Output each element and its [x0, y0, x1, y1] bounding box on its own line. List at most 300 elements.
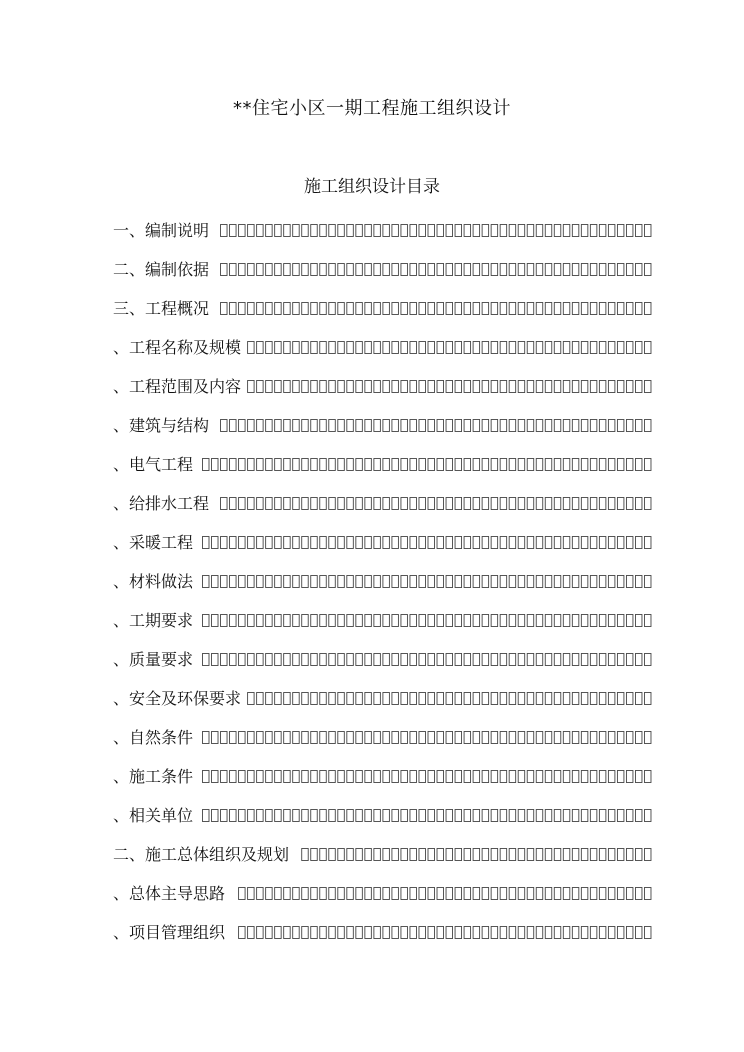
leader-box	[428, 810, 435, 822]
leader-box	[464, 303, 471, 315]
leader-box	[626, 615, 633, 627]
leader-box	[392, 537, 399, 549]
leader-box	[239, 732, 246, 744]
leader-box	[428, 381, 435, 393]
leader-box	[302, 498, 309, 510]
leader-box	[338, 849, 345, 861]
leader-box	[356, 693, 363, 705]
toc-entry[interactable]	[113, 289, 654, 328]
leader-box	[545, 225, 552, 237]
leader-box	[563, 420, 570, 432]
leader-box	[329, 771, 336, 783]
leader-box	[500, 537, 507, 549]
leader-box	[302, 732, 309, 744]
leader-box	[347, 654, 354, 666]
toc-entry[interactable]	[113, 523, 654, 562]
leader-box	[545, 654, 552, 666]
leader-box	[554, 303, 561, 315]
leader-box	[302, 693, 309, 705]
leader-box	[617, 498, 624, 510]
leader-box	[446, 342, 453, 354]
leader-box	[464, 849, 471, 861]
leader-box	[383, 381, 390, 393]
leader-box	[275, 771, 282, 783]
leader-box	[536, 888, 543, 900]
leader-box	[500, 654, 507, 666]
leader-box	[590, 537, 597, 549]
leader-box	[599, 576, 606, 588]
leader-box	[410, 732, 417, 744]
leader-box	[275, 927, 282, 939]
leader-box	[203, 654, 210, 666]
leader-box	[626, 381, 633, 393]
leader-box	[536, 693, 543, 705]
leader-box	[248, 732, 255, 744]
leader-box	[356, 342, 363, 354]
leader-box	[518, 225, 525, 237]
leader-box	[635, 225, 642, 237]
leader-box	[419, 927, 426, 939]
leader-box	[401, 342, 408, 354]
toc-entry[interactable]	[113, 211, 654, 250]
leader-box	[545, 771, 552, 783]
leader-box	[374, 303, 381, 315]
leader-box	[455, 849, 462, 861]
leader-box	[491, 849, 498, 861]
leader-box	[482, 225, 489, 237]
leader-box	[626, 849, 633, 861]
leader-box	[365, 459, 372, 471]
leader-box	[293, 654, 300, 666]
leader-box	[626, 303, 633, 315]
leader-box	[608, 264, 615, 276]
leader-box	[239, 459, 246, 471]
leader-box	[374, 849, 381, 861]
leader-box	[212, 537, 219, 549]
leader-box	[536, 810, 543, 822]
leader-box	[266, 225, 273, 237]
leader-box	[230, 576, 237, 588]
leader-box	[248, 225, 255, 237]
leader-box	[338, 342, 345, 354]
toc-entry[interactable]	[113, 796, 654, 835]
leader-box	[392, 498, 399, 510]
leader-box	[248, 771, 255, 783]
leader-box	[419, 654, 426, 666]
leader-box	[617, 849, 624, 861]
leader-box	[536, 381, 543, 393]
leader-box	[473, 927, 480, 939]
toc-entry[interactable]	[113, 601, 654, 640]
leader-box	[473, 420, 480, 432]
leader-box	[518, 342, 525, 354]
leader-box	[437, 459, 444, 471]
leader-box	[365, 771, 372, 783]
leader-box	[500, 927, 507, 939]
leader-box	[563, 732, 570, 744]
leader-box	[635, 693, 642, 705]
leader-box	[500, 615, 507, 627]
leader-box	[482, 537, 489, 549]
leader-box	[266, 810, 273, 822]
leader-box	[455, 537, 462, 549]
leader-box	[419, 303, 426, 315]
leader-box	[608, 771, 615, 783]
leader-box	[536, 771, 543, 783]
leader-box	[473, 381, 480, 393]
leader-box	[500, 732, 507, 744]
leader-box	[356, 264, 363, 276]
leader-box	[383, 459, 390, 471]
leader-box	[302, 654, 309, 666]
leader-box	[320, 576, 327, 588]
leader-box	[203, 615, 210, 627]
leader-box	[581, 810, 588, 822]
leader-box	[347, 420, 354, 432]
leader-box	[275, 693, 282, 705]
toc-entry[interactable]	[113, 679, 654, 718]
leader-box	[518, 498, 525, 510]
leader-box	[230, 225, 237, 237]
leader-box	[500, 459, 507, 471]
leader-box	[356, 927, 363, 939]
leader-box	[329, 732, 336, 744]
leader-box	[419, 693, 426, 705]
leader-box	[356, 225, 363, 237]
leader-box	[365, 927, 372, 939]
leader-box	[329, 459, 336, 471]
leader-box	[320, 381, 327, 393]
toc-entry[interactable]	[113, 913, 654, 952]
leader-box	[626, 888, 633, 900]
leader-box	[392, 303, 399, 315]
leader-box	[293, 498, 300, 510]
leader-box	[302, 537, 309, 549]
leader-box	[419, 264, 426, 276]
toc-entry[interactable]	[113, 250, 654, 289]
leader-box	[527, 498, 534, 510]
leader-box	[554, 342, 561, 354]
leader-box	[554, 771, 561, 783]
leader-box	[509, 303, 516, 315]
leader-box	[491, 342, 498, 354]
leader-box	[482, 654, 489, 666]
leader-box	[536, 303, 543, 315]
leader-box	[599, 654, 606, 666]
leader-box	[383, 225, 390, 237]
leader-box	[311, 654, 318, 666]
leader-box	[257, 381, 264, 393]
toc-dot-leader	[244, 341, 654, 354]
leader-box	[572, 654, 579, 666]
leader-box	[509, 927, 516, 939]
leader-box	[482, 459, 489, 471]
toc-entry[interactable]	[113, 328, 654, 367]
leader-box	[374, 537, 381, 549]
leader-box	[554, 381, 561, 393]
leader-box	[320, 342, 327, 354]
leader-box	[374, 420, 381, 432]
leader-box	[248, 654, 255, 666]
leader-box	[410, 459, 417, 471]
leader-box	[383, 810, 390, 822]
leader-box	[608, 615, 615, 627]
leader-box	[491, 303, 498, 315]
leader-box	[545, 342, 552, 354]
leader-box	[401, 225, 408, 237]
toc-entry-label: 、给排水工程	[113, 493, 210, 513]
leader-box	[545, 810, 552, 822]
leader-box	[563, 498, 570, 510]
leader-box	[383, 264, 390, 276]
leader-box	[455, 459, 462, 471]
leader-box	[644, 381, 651, 393]
leader-box	[347, 810, 354, 822]
leader-box	[248, 927, 255, 939]
leader-box	[581, 225, 588, 237]
leader-box	[455, 771, 462, 783]
toc-entry-label: 、电气工程	[113, 454, 194, 474]
leader-box	[617, 732, 624, 744]
leader-box	[509, 576, 516, 588]
leader-box	[536, 576, 543, 588]
leader-box	[356, 810, 363, 822]
leader-box	[212, 576, 219, 588]
leader-box	[257, 342, 264, 354]
toc-entry[interactable]	[113, 718, 654, 757]
toc-entry-label: 、工期要求	[113, 610, 194, 630]
leader-box	[311, 342, 318, 354]
leader-box	[284, 381, 291, 393]
leader-box	[626, 459, 633, 471]
leader-box	[437, 849, 444, 861]
leader-box	[365, 615, 372, 627]
leader-box	[572, 888, 579, 900]
leader-box	[446, 771, 453, 783]
leader-box	[572, 771, 579, 783]
leader-box	[239, 615, 246, 627]
leader-box	[554, 459, 561, 471]
leader-box	[392, 888, 399, 900]
leader-box	[419, 342, 426, 354]
toc-entry-label: 三、工程概况	[113, 298, 210, 318]
leader-box	[338, 303, 345, 315]
toc-dot-leader	[292, 848, 654, 861]
leader-box	[203, 771, 210, 783]
leader-box	[464, 888, 471, 900]
leader-box	[572, 732, 579, 744]
leader-box	[563, 849, 570, 861]
leader-box	[563, 576, 570, 588]
leader-box	[383, 537, 390, 549]
leader-box	[365, 264, 372, 276]
leader-box	[518, 459, 525, 471]
leader-box	[383, 927, 390, 939]
leader-box	[356, 498, 363, 510]
leader-box	[338, 576, 345, 588]
leader-box	[491, 888, 498, 900]
leader-box	[356, 381, 363, 393]
leader-box	[401, 732, 408, 744]
leader-box	[455, 654, 462, 666]
leader-box	[356, 420, 363, 432]
toc-entry[interactable]	[113, 640, 654, 679]
leader-box	[554, 693, 561, 705]
leader-box	[392, 342, 399, 354]
leader-box	[644, 888, 651, 900]
leader-box	[347, 576, 354, 588]
leader-box	[518, 849, 525, 861]
leader-box	[401, 537, 408, 549]
leader-box	[437, 537, 444, 549]
leader-box	[410, 576, 417, 588]
leader-box	[554, 420, 561, 432]
leader-box	[563, 654, 570, 666]
leader-box	[230, 810, 237, 822]
leader-box	[581, 342, 588, 354]
leader-box	[536, 498, 543, 510]
leader-box	[518, 576, 525, 588]
leader-box	[266, 888, 273, 900]
leader-box	[509, 537, 516, 549]
leader-box	[491, 654, 498, 666]
leader-box	[401, 927, 408, 939]
toc-entry[interactable]	[113, 406, 654, 445]
leader-box	[509, 888, 516, 900]
leader-box	[320, 615, 327, 627]
leader-box	[518, 381, 525, 393]
leader-box	[635, 420, 642, 432]
leader-box	[329, 888, 336, 900]
leader-box	[482, 849, 489, 861]
leader-box	[266, 381, 273, 393]
leader-box	[491, 225, 498, 237]
leader-box	[482, 927, 489, 939]
leader-box	[365, 420, 372, 432]
leader-box	[509, 615, 516, 627]
leader-box	[608, 810, 615, 822]
leader-box	[446, 420, 453, 432]
toc-entry[interactable]	[113, 445, 654, 484]
leader-box	[635, 771, 642, 783]
leader-box	[608, 303, 615, 315]
leader-box	[527, 420, 534, 432]
toc-entry[interactable]	[113, 367, 654, 406]
leader-box	[383, 771, 390, 783]
leader-box	[329, 537, 336, 549]
leader-box	[518, 771, 525, 783]
leader-box	[347, 498, 354, 510]
toc-entry[interactable]	[113, 484, 654, 523]
toc-dot-leader	[212, 419, 654, 432]
leader-box	[230, 303, 237, 315]
leader-box	[275, 537, 282, 549]
leader-box	[581, 420, 588, 432]
leader-box	[545, 303, 552, 315]
leader-box	[401, 693, 408, 705]
leader-box	[527, 576, 534, 588]
toc-dot-leader	[196, 575, 654, 588]
leader-box	[482, 420, 489, 432]
leader-box	[320, 498, 327, 510]
leader-box	[356, 576, 363, 588]
toc-entry[interactable]	[113, 757, 654, 796]
leader-box	[536, 615, 543, 627]
leader-box	[383, 342, 390, 354]
leader-box	[275, 342, 282, 354]
leader-box	[626, 225, 633, 237]
leader-box	[446, 303, 453, 315]
leader-box	[239, 498, 246, 510]
leader-box	[257, 810, 264, 822]
leader-box	[455, 420, 462, 432]
leader-box	[518, 732, 525, 744]
toc-entry[interactable]	[113, 835, 654, 874]
leader-box	[410, 264, 417, 276]
leader-box	[464, 459, 471, 471]
leader-box	[338, 927, 345, 939]
toc-heading: 施工组织设计目录	[304, 177, 440, 197]
leader-box	[464, 927, 471, 939]
leader-box	[464, 654, 471, 666]
leader-box	[347, 732, 354, 744]
leader-box	[221, 264, 228, 276]
leader-box	[635, 498, 642, 510]
leader-box	[293, 420, 300, 432]
leader-box	[392, 264, 399, 276]
leader-box	[554, 927, 561, 939]
leader-box	[257, 927, 264, 939]
leader-box	[509, 693, 516, 705]
leader-box	[419, 732, 426, 744]
leader-box	[626, 771, 633, 783]
leader-box	[239, 654, 246, 666]
leader-box	[446, 459, 453, 471]
leader-box	[374, 654, 381, 666]
leader-box	[446, 732, 453, 744]
leader-box	[545, 888, 552, 900]
leader-box	[491, 498, 498, 510]
leader-box	[644, 615, 651, 627]
leader-box	[644, 459, 651, 471]
leader-box	[248, 537, 255, 549]
leader-box	[500, 420, 507, 432]
toc-entry[interactable]	[113, 562, 654, 601]
leader-box	[410, 654, 417, 666]
leader-box	[500, 303, 507, 315]
leader-box	[230, 498, 237, 510]
leader-box	[248, 498, 255, 510]
leader-box	[572, 225, 579, 237]
leader-box	[257, 459, 264, 471]
leader-box	[626, 732, 633, 744]
leader-box	[482, 693, 489, 705]
leader-box	[302, 342, 309, 354]
leader-box	[257, 537, 264, 549]
leader-box	[374, 771, 381, 783]
leader-box	[284, 342, 291, 354]
leader-box	[311, 576, 318, 588]
leader-box	[284, 927, 291, 939]
toc-entry[interactable]	[113, 874, 654, 913]
toc-dot-leader	[196, 770, 654, 783]
leader-box	[401, 498, 408, 510]
leader-box	[536, 732, 543, 744]
leader-box	[563, 264, 570, 276]
leader-box	[230, 420, 237, 432]
leader-box	[446, 576, 453, 588]
leader-box	[500, 576, 507, 588]
